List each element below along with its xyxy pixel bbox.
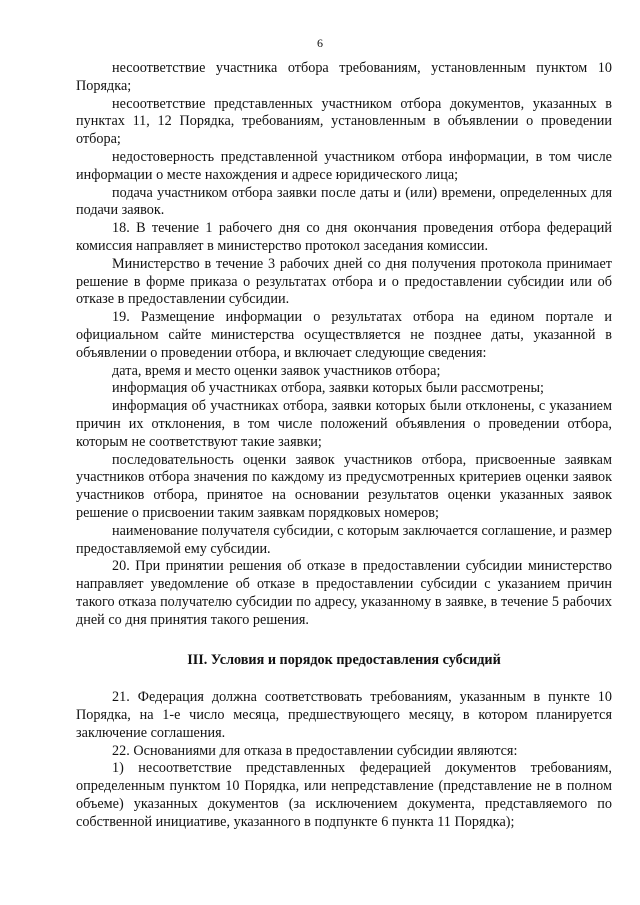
paragraph-item-20: 20. При принятии решения об отказе в предоставлении субсидии министерство направляет уведомление об отказе в предоставлении субсидии с указанием причин такого отказа получателю субсидии по адресу, указанному в заявке, в течение 5 рабочих дней со дня принятия такого решения.: [76, 558, 612, 628]
paragraph: подача участником отбора заявки после даты и (или) времени, определенных для подачи заявок.: [76, 184, 612, 219]
paragraph: информация об участниках отбора, заявки которых были рассмотрены;: [112, 380, 544, 397]
paragraph: недостоверность представленной участником отбора информации, в том числе информации о месте нахождения и адресе юридического лица;: [76, 148, 612, 183]
document-body: [76, 60, 612, 832]
paragraph: несоответствие представленных участником отбора документов, указанных в пунктах 11, 12 Порядка, требованиям, установленным в объявлении о проведении отбора;: [76, 95, 612, 148]
paragraph-item-22: 22. Основаниями для отказа в предоставлении субсидии являются:: [112, 742, 518, 759]
paragraph-subitem-1: 1) несоответствие представленных федерацией документов требованиям, определенным пунктом 10 Порядка, или непредставление (представление не в полном объеме) указанных документов (за исключением документа, представляемого по собственной инициативе, указанного в подпункте 6 пункта 11 Порядка);: [76, 760, 612, 830]
section-heading: III. Условия и порядок предоставления субсидий: [187, 651, 501, 668]
paragraph: несоответствие участника отбора требованиям, установленным пунктом 10 Порядка;: [76, 60, 612, 94]
paragraph: информация об участниках отбора, заявки которых были отклонены, с указанием причин их отклонения, в том числе положений объявления о проведении отбора, которым не соответствуют такие заявки;: [76, 398, 612, 450]
paragraph: наименование получателя субсидии, с которым заключается соглашение, и размер предоставляемой ему субсидии.: [76, 522, 612, 557]
paragraph-item-19: 19. Размещение информации о результатах отбора на едином портале и официальном сайте министерства осуществляется не позднее даты, указанной в объявлении о проведении отбора, и включает следующие сведения:: [76, 309, 612, 361]
paragraph-item-21: 21. Федерация должна соответствовать требованиям, указанным в пункте 10 Порядка, на 1-е число месяца, предшествующего месяцу, в котором планируется заключение соглашения.: [76, 689, 612, 741]
paragraph-item-18: 18. В течение 1 рабочего дня со дня окончания проведения отбора федераций комиссия направляет в министерство протокол заседания комиссии.: [76, 220, 612, 254]
page-number: 6: [317, 36, 323, 50]
paragraph: дата, время и место оценки заявок участников отбора;: [112, 362, 441, 379]
section-iii: [76, 689, 612, 831]
paragraph: Министерство в течение 3 рабочих дней со дня получения протокола принимает решение в форме приказа о результатах отбора и о предоставлении субсидии или об отказе в предоставлении субсидии.: [76, 255, 612, 308]
section-ii-continuation: [76, 60, 612, 630]
paragraph: последовательность оценки заявок участников отбора, присвоенные заявкам участников отбора значения по каждому из предусмотренных критериев оценки заявок участников отбора, принятое на основании результатов оценки указанных заявок решение о присвоении таким заявкам порядковых номеров;: [76, 451, 612, 521]
